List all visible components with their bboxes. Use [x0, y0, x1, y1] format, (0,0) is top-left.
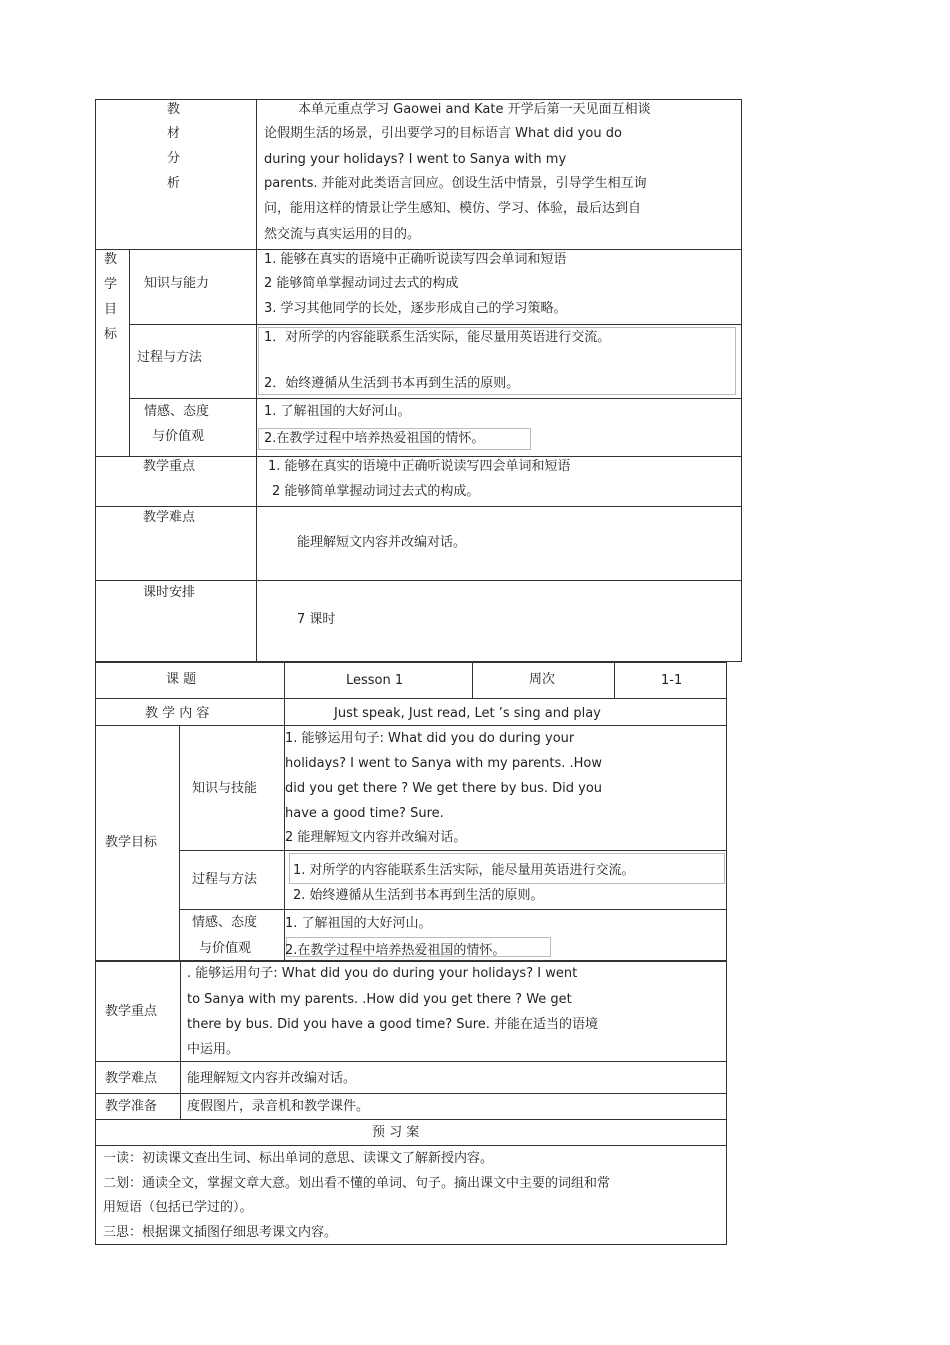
topic-value: Lesson 1 [346, 673, 404, 688]
prep-text: 度假图片，录音机和教学课件。 [187, 1099, 370, 1114]
goals-label-char: 标 [104, 327, 118, 342]
col-divider [180, 960, 181, 1119]
prep-label: 教学准备 [105, 1099, 158, 1114]
analysis-label-char: 析 [167, 176, 181, 191]
row-divider [95, 580, 742, 581]
skills-item: 2 能理解短文内容并改编对话。 [285, 830, 467, 845]
skills-item: holidays? I went to Sanya with my parents. .How [285, 756, 602, 771]
row-divider [95, 1061, 727, 1062]
row-divider [95, 456, 742, 457]
lesson-focus-item: to Sanya with my parents. .How did you get there ? We get [187, 992, 572, 1007]
skills-item: 1. 能够运用句子: What did you do during your [285, 731, 575, 746]
emotion-item: 2.在教学过程中培养热爱祖国的情怀。 [264, 431, 485, 446]
goals-label-char: 学 [104, 277, 118, 292]
topic-label: 课 题 [166, 672, 197, 687]
analysis-text-line: parents. 并能对此类语言回应。创设生活中情景，引导学生相互询 [264, 176, 647, 191]
lesson-emotion-label: 与价值观 [199, 941, 252, 956]
row-divider [179, 850, 727, 851]
row-divider [95, 960, 727, 962]
focus-item: 1. 能够在真实的语境中正确听说读写四会单词和短语 [268, 459, 571, 474]
preview-item: 三思：根据课文插图仔细思考课文内容。 [103, 1225, 338, 1240]
difficulty-text: 能理解短文内容并改编对话。 [297, 535, 467, 550]
process-label: 过程与方法 [137, 350, 203, 365]
knowledge-item: 1. 能够在真实的语境中正确听说读写四会单词和短语 [264, 252, 567, 267]
focus-label: 教学重点 [143, 459, 196, 474]
content-label: 教 学 内 容 [145, 706, 210, 721]
preview-item: 一读：初读课文查出生词、标出单词的意思、读课文了解新授内容。 [103, 1151, 494, 1166]
lesson-process-label: 过程与方法 [192, 872, 258, 887]
col-divider [129, 249, 130, 456]
row-divider [179, 909, 727, 910]
process-item: 1．对所学的内容能联系生活实际，能尽量用英语进行交流。 [264, 330, 611, 345]
week-label: 周次 [529, 672, 556, 687]
skills-item: have a good time? Sure. [285, 806, 444, 821]
lesson-difficulty-text: 能理解短文内容并改编对话。 [187, 1071, 357, 1086]
lesson-process-item: 1. 对所学的内容能联系生活实际，能尽量用英语进行交流。 [293, 863, 635, 878]
preview-item: 用短语（包括已学过的）。 [103, 1200, 253, 1215]
row-divider [95, 249, 742, 250]
skills-label: 知识与技能 [192, 781, 258, 796]
preview-title: 预 习 案 [372, 1125, 420, 1140]
row-divider [95, 725, 727, 726]
lesson-focus-item: 中运用。 [187, 1042, 240, 1057]
lesson-emotion-item: 1. 了解祖国的大好河山。 [285, 916, 432, 931]
difficulty-label: 教学难点 [143, 510, 196, 525]
col-divider [256, 99, 257, 662]
goals-label-char: 教 [104, 252, 118, 267]
lesson-focus-label: 教学重点 [105, 1004, 158, 1019]
schedule-label: 课时安排 [143, 585, 196, 600]
row-divider [95, 1093, 727, 1094]
preview-item: 二划：通读全文，掌握文章大意。划出看不懂的单词、句子。摘出课文中主要的词组和常 [103, 1176, 611, 1191]
analysis-text-line: 然交流与真实运用的目的。 [264, 227, 421, 242]
row-divider [95, 1145, 727, 1146]
lesson-emotion-label: 情感、态度 [192, 915, 258, 930]
lesson-goals-label: 教学目标 [105, 835, 158, 850]
analysis-text-line: 本单元重点学习 Gaowei and Kate 开学后第一天见面互相谈 [298, 102, 651, 117]
analysis-label-char: 分 [167, 151, 181, 166]
lesson-focus-item: there by bus. Did you have a good time? Sure. 并能在适当的语境 [187, 1017, 599, 1032]
process-item: 2．始终遵循从生活到书本再到生活的原则。 [264, 376, 520, 391]
col-divider [179, 725, 180, 960]
emotion-label: 情感、态度 [144, 404, 210, 419]
focus-item: 2 能够简单掌握动词过去式的构成。 [272, 484, 480, 499]
emotion-label: 与价值观 [152, 429, 205, 444]
row-divider [95, 506, 742, 507]
row-divider [95, 1119, 727, 1120]
analysis-text-line: 问，能用这样的情景让学生感知、模仿、学习、体验，最后达到自 [264, 201, 642, 216]
lesson-emotion-item: 2.在教学过程中培养热爱祖国的情怀。 [285, 943, 506, 958]
lesson-process-item: 2. 始终遵循从生活到书本再到生活的原则。 [293, 888, 544, 903]
row-divider [129, 398, 742, 399]
analysis-label-char: 教 [167, 102, 181, 117]
row-divider [129, 324, 742, 325]
week-value: 1-1 [661, 673, 683, 688]
skills-item: did you get there ? We get there by bus. Did you [285, 781, 603, 796]
lesson-difficulty-label: 教学难点 [105, 1071, 158, 1086]
col-divider [472, 662, 473, 698]
emotion-item: 1. 了解祖国的大好河山。 [264, 404, 411, 419]
row-divider [95, 698, 727, 699]
content-value: Just speak, Just read, Let ’s sing and play [334, 706, 601, 721]
schedule-text: 7 课时 [297, 612, 336, 627]
knowledge-item: 2 能够简单掌握动词过去式的构成 [264, 276, 459, 291]
knowledge-label: 知识与能力 [144, 276, 210, 291]
goals-label-char: 目 [104, 302, 118, 317]
analysis-text-line: during your holidays? I went to Sanya with my [264, 152, 567, 167]
lesson-focus-item: . 能够运用句子: What did you do during your holidays? I went [187, 966, 578, 981]
analysis-label-char: 材 [167, 126, 181, 141]
knowledge-item: 3. 学习其他同学的长处，逐步形成自己的学习策略。 [264, 301, 567, 316]
col-divider [614, 662, 615, 698]
analysis-text-line: 论假期生活的场景，引出要学习的目标语言 What did you do [264, 126, 622, 141]
